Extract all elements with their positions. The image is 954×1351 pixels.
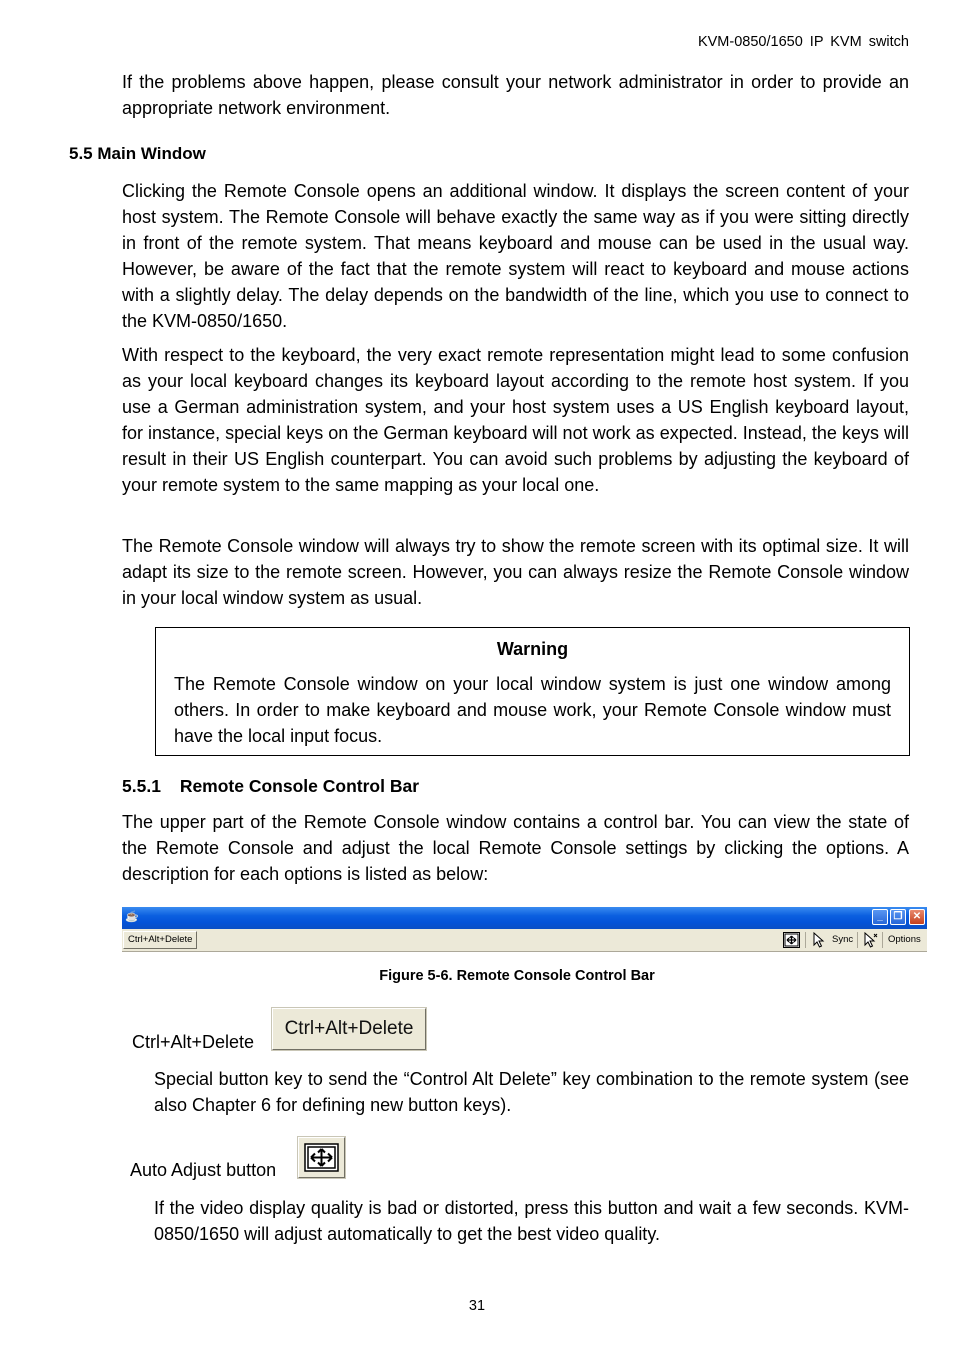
cad-description: Special button key to send the “Control Alt Delete” key combination to the remote system (see also Chapter 6 for defining new button keys). xyxy=(154,1069,909,1115)
sync-label[interactable]: Sync xyxy=(832,934,854,945)
maximize-button[interactable]: ❐ xyxy=(890,909,906,925)
intro-paragraph: If the problems above happen, please consult your network administrator in order to provide an appropriate network environment. xyxy=(122,72,909,118)
cad-item-label: Ctrl+Alt+Delete xyxy=(132,1032,255,1052)
subsection-heading xyxy=(122,776,419,797)
auto-adjust-button[interactable] xyxy=(298,1137,345,1178)
toolbar-separator xyxy=(805,932,806,948)
section-heading xyxy=(69,144,206,164)
auto-adjust-description: If the video display quality is bad or distorted, press this button and wait a few seconds. KVM-0850/1650 will adjust automatically to get the best video quality. xyxy=(154,1198,909,1244)
subsection-number: 5.5.1 xyxy=(122,776,161,796)
close-button[interactable]: ✕ xyxy=(909,909,925,925)
subsection-title: Remote Console Control Bar xyxy=(179,776,420,796)
remote-console-control-bar xyxy=(122,907,927,951)
ctrl-alt-delete-button-enlarged[interactable]: Ctrl+Alt+Delete xyxy=(272,1008,426,1050)
warning-title: Warning xyxy=(496,639,569,659)
section-paragraph-2: With respect to the keyboard, the very exact remote representation might lead to some confusion as your local keyboard changes its keyboard layout according to the remote host system. If you use a German administration system, and your host system uses a US English keyboard layout, for instance, special keys on the German keyboard will not work as expected. Instead, the keys will result in their US English counterpart. You can avoid such problems by adjusting the keyboard of your remote system to the same mapping as your local one. xyxy=(122,345,909,495)
auto-adjust-icon xyxy=(299,1138,344,1177)
section-title: Main Window xyxy=(97,144,206,163)
subsection-paragraph: The upper part of the Remote Console window contains a control bar. You can view the state of the Remote Console and adjust the local Remote Console settings by clicking the options. A description for each options is listed as below: xyxy=(122,812,909,884)
section-paragraph-1: Clicking the Remote Console opens an additional window. It displays the screen content of your host system. The Remote Console will behave exactly the same way as if you were sitting directly in front of the remote system. That means keyboard and mouse can be used in the usual way. However, be aware of the fact that the remote system will react to keyboard and mouse actions with a slightly delay. The delay depends on the bandwidth of the line, which you use to connect to the KVM-0850/1650. xyxy=(122,181,909,331)
toolbar-separator xyxy=(882,932,883,948)
warning-box xyxy=(155,627,910,756)
mouse-pointer-icon[interactable] xyxy=(811,932,828,948)
ctrl-alt-delete-button[interactable]: Ctrl+Alt+Delete xyxy=(123,931,197,949)
auto-adjust-item-label: Auto Adjust button xyxy=(130,1160,277,1180)
page-number: 31 xyxy=(468,1298,486,1314)
local-cursor-icon[interactable] xyxy=(862,932,879,948)
warning-body: The Remote Console window on your local window system is just one window among others. In order to make keyboard and mouse work, your Remote Console window must have the local input focus. xyxy=(174,674,891,746)
toolbar-separator xyxy=(857,932,858,948)
figure-caption: Figure 5-6. Remote Console Control Bar xyxy=(379,968,655,984)
section-paragraph-3: The Remote Console window will always try to show the remote screen with its optimal size. It will adapt its size to the remote screen. However, you can always resize the Remote Console window in your local window system as usual. xyxy=(122,536,909,608)
control-toolbar xyxy=(122,929,927,952)
options-label[interactable]: Options xyxy=(888,934,921,945)
window-titlebar xyxy=(122,907,927,929)
minimize-button[interactable]: _ xyxy=(872,909,888,925)
section-number: 5.5 xyxy=(69,144,93,163)
java-cup-icon: ☕ xyxy=(125,911,139,923)
auto-adjust-icon[interactable] xyxy=(783,932,800,948)
running-header: KVM-0850/1650 IP KVM switch xyxy=(697,34,909,50)
